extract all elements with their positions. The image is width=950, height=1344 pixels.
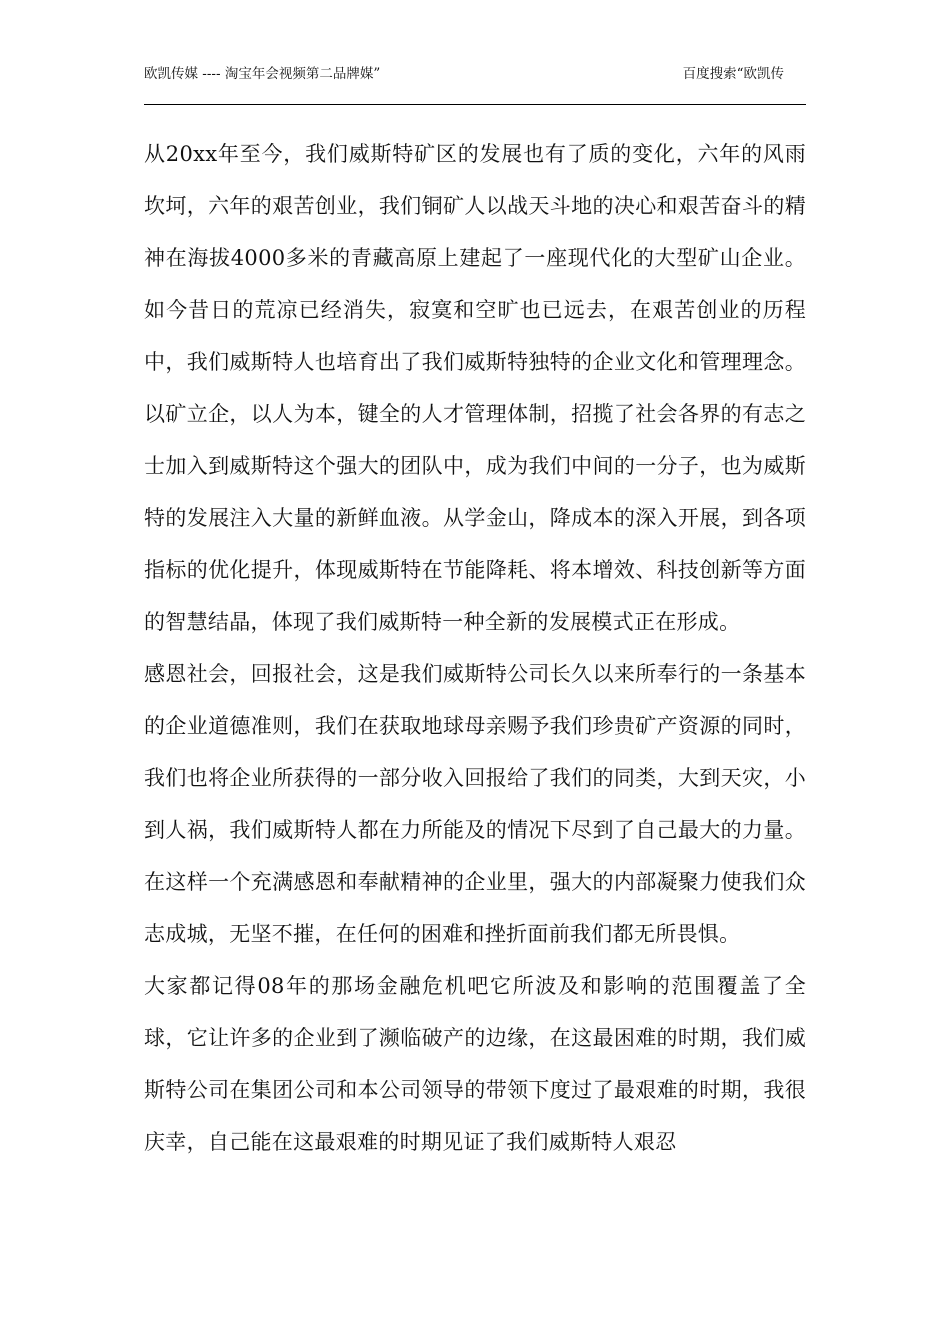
page-header [144, 66, 806, 105]
document-body [144, 128, 806, 1168]
paragraph-3: 大家都记得08年的那场金融危机吧它所波及和影响的范围覆盖了全球，它让许多的企业到了濒临破产的边缘，在这最困难的时期，我们威斯特公司在集团公司和本公司领导的带领下度过了最艰难的时期，我很庆幸，自己能在这最艰难的时期见证了我们威斯特人艰忍 [144, 974, 806, 1154]
header-right-text: 百度搜索“欧凯传 [682, 66, 784, 82]
paragraph-1: 从20xx年至今，我们威斯特矿区的发展也有了质的变化，六年的风雨坎坷，六年的艰苦创业，我们铜矿人以战天斗地的决心和艰苦奋斗的精神在海拔4000多米的青藏高原上建起了一座现代化的大型矿山企业。如今昔日的荒凉已经消失，寂寞和空旷也已远去，在艰苦创业的历程中，我们威斯特人也培育出了我们威斯特独特的企业文化和管理理念。以矿立企，以人为本，键全的人才管理体制，招揽了社会各界的有志之士加入到威斯特这个强大的团队中，成为我们中间的一分子，也为威斯特的发展注入大量的新鲜血液。从学金山，降成本的深入开展，到各项指标的优化提升，体现威斯特在节能降耗、将本增效、科技创新等方面的智慧结晶，体现了我们威斯特一种全新的发展模式正在形成。 [144, 142, 806, 634]
paragraph-2: 感恩社会，回报社会，这是我们威斯特公司长久以来所奉行的一条基本的企业道德准则，我们在获取地球母亲赐予我们珍贵矿产资源的同时，我们也将企业所获得的一部分收入回报给了我们的同类，大到天灾，小到人祸，我们威斯特人都在力所能及的情况下尽到了自己最大的力量。在这样一个充满感恩和奉献精神的企业里，强大的内部凝聚力使我们众志成城，无坚不摧，在任何的困难和挫折面前我们都无所畏惧。 [144, 662, 806, 946]
header-left-text: 欧凯传媒 ---- 淘宝年会视频第二品牌媒” [144, 66, 381, 82]
